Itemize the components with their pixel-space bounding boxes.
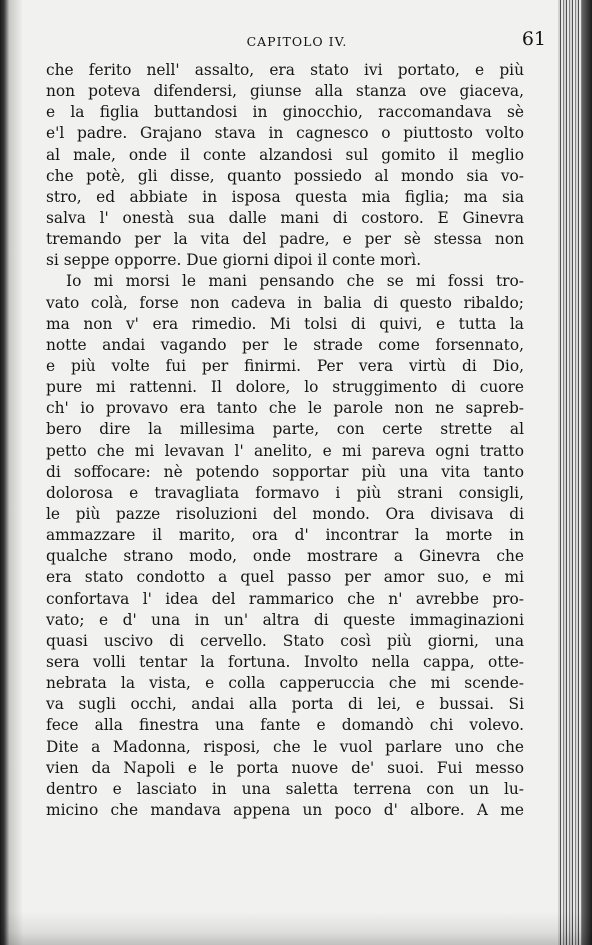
text-line: fece alla finestra una fante e domandò chi volevo. <box>46 716 524 735</box>
text-line: vato; e d' una in un' altra di queste immaginazioni <box>46 610 524 629</box>
text-line: non poteva difendersi, giunse alla stanza ove giaceva, <box>46 82 524 101</box>
text-line: dolorosa e travagliata formavo i più strani consigli, <box>46 483 524 502</box>
text-line: va sugli occhi, andai alla porta di lei, e bussai. Si <box>46 695 524 714</box>
text-line: le più pazze risoluzioni del mondo. Ora divisava di <box>46 504 524 523</box>
bottom-shadow <box>0 911 592 945</box>
text-line: nebrata la vista, e colla capperuccia che mi scende- <box>46 674 524 693</box>
text-line: che ferito nell' assalto, era stato ivi portato, e più <box>46 61 524 79</box>
text-line: ammazzare il marito, ora d' incontrar la morte in <box>46 526 524 545</box>
text-line: pure mi rattenni. Il dolore, lo struggimento di cuore <box>46 378 524 397</box>
text-line: quasi uscivo di cervello. Stato così più giorni, una <box>46 631 524 650</box>
text-line: stro, ed abbiate in isposa questa mia figlia; ma sia <box>46 187 524 206</box>
text-line: Dite a Madonna, risposi, che le vuol parlare uno che <box>46 737 524 756</box>
paragraph-start-line: Io mi morsi le mani pensando che se mi fossi tro- <box>66 272 524 291</box>
binding-shadow <box>9 0 23 945</box>
text-line: qualche strano modo, onde mostrare a Ginevra che <box>46 547 524 566</box>
text-line: e più volte fui per finirmi. Per vera virtù di Dio, <box>46 356 524 375</box>
text-line: e la figlia buttandosi in ginocchio, raccomandava sè <box>46 103 524 122</box>
text-line: salva l' onestà sua dalle mani di costoro. E Ginevra <box>46 208 524 227</box>
text-line: e'l padre. Grajano stava in cagnesco o piuttosto volto <box>46 124 524 143</box>
page-stack-shadow <box>582 0 592 945</box>
text-line: micino che mandava appena un poco d' albore. A me <box>46 800 524 819</box>
text-line: vien da Napoli e le porta nuove de' suoi. Fui messo <box>46 758 524 777</box>
page-header <box>48 30 546 54</box>
text-line: al male, onde il conte alzandosi sul gomito il meglio <box>46 145 524 164</box>
text-line: bero dire la millesima parte, con certe strette al <box>46 420 524 439</box>
text-line: ch' io provavo era tanto che le parole non ne sapreb- <box>46 399 524 418</box>
text-line: ma non v' era rimedio. Mi tolsi di quivi, e tutta la <box>46 314 524 333</box>
text-line: che potè, gli disse, quanto possiedo al mondo sia vo- <box>46 166 524 185</box>
page-number: 61 <box>521 28 546 50</box>
paragraph-end-line: si seppe opporre. Due giorni dipoi il conte morì. <box>46 251 422 270</box>
body-text <box>46 60 524 821</box>
text-line: notte andai vagando per le strade come forsennato, <box>46 335 524 354</box>
text-line: dentro e lasciato in una saletta terrena con un lu- <box>46 779 524 798</box>
text-line: era stato condotto a quel passo per amor suo, e mi <box>46 568 524 587</box>
text-line: vato colà, forse non cadeva in balia di questo ribaldo; <box>46 293 524 312</box>
text-line: sera volli tentar la fortuna. Involto nella cappa, otte- <box>46 652 524 671</box>
text-line: petto che mi levavan l' anelito, e mi pareva ogni tratto <box>46 441 524 460</box>
text-line: tremando per la vita del padre, e per sè stessa non <box>46 230 524 249</box>
binding-edge <box>0 0 9 945</box>
text-line: confortava l' idea del rammarico che n' avrebbe pro- <box>46 589 524 608</box>
running-title: CAPITOLO IV. <box>246 34 348 49</box>
text-line: di soffocare: nè potendo sopportar più una vita tanto <box>46 462 524 481</box>
